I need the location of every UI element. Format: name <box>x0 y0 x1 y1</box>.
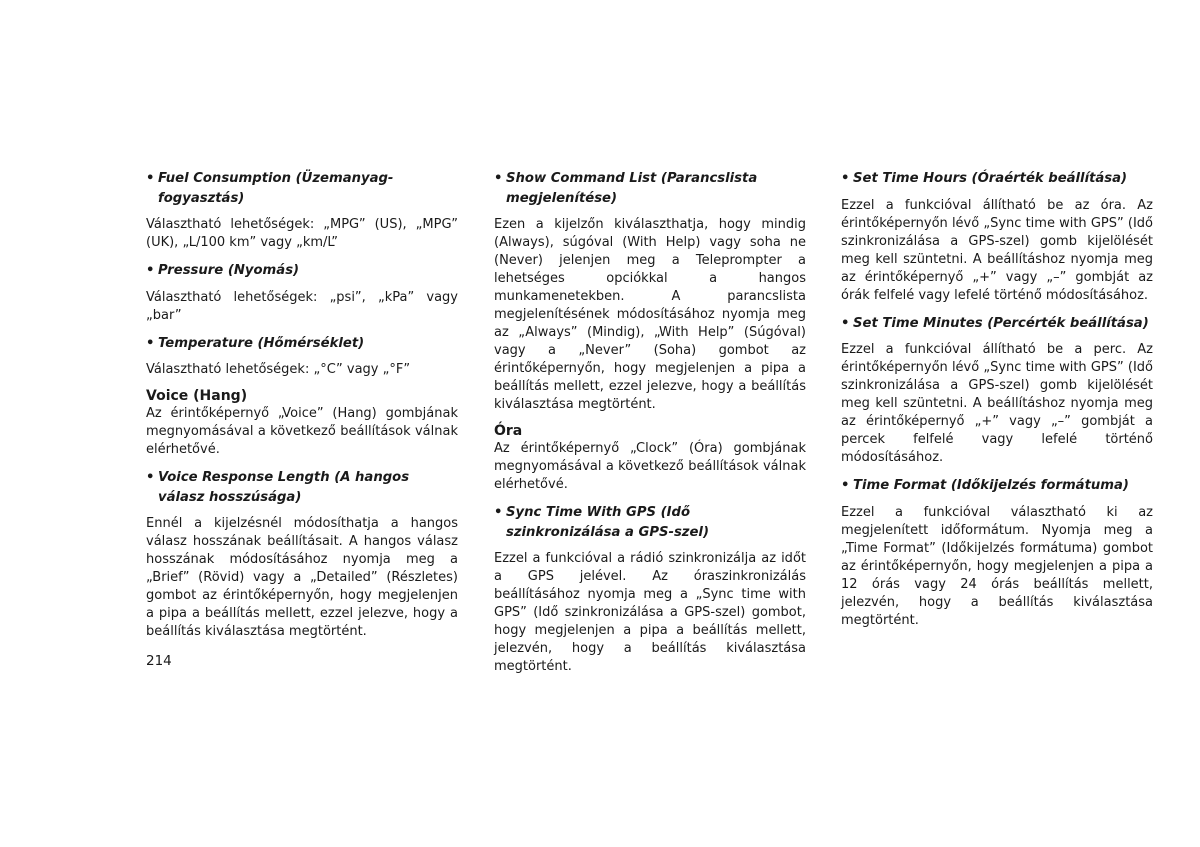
heading-clock: Óra <box>494 423 523 439</box>
bullet-sync-time-gps: • Sync Time With GPS (Idő szinkronizálása a GPS-szel) <box>494 503 806 542</box>
paragraph-show-command-list: Ezen a kijelzőn kiválaszthatja, hogy mindig (Always), súgóval (With Help) vagy soha ne (Never) jelenjen meg a Teleprompter a lehetséges opciókkal a hangos munkamenetekben. A parancslista megjelenítésének módosításához nyomja meg az „Always” (Mindig), „With Help” (Súgóval) vagy a „Never” (Soha) gombot az érintőképernyőn, hogy megjelenjen a pipa a beállítás mellett, ezzel jelezve, hogy a beállítás kiválasztása megtörtént. <box>494 217 806 412</box>
text-column-right <box>841 169 1153 639</box>
paragraph-temperature-options: Választható lehetőségek: „°C” vagy „°F” <box>146 362 411 377</box>
page-number: 214 <box>146 653 172 669</box>
text-column-left <box>146 169 458 650</box>
bullet-set-time-minutes: • Set Time Minutes (Percérték beállítása) <box>841 314 1153 334</box>
paragraph-sync-time-gps: Ezzel a funkcióval a rádió szinkronizálja az időt a GPS jelével. Az óraszinkronizálás beállításához nyomja meg a „Sync time with GPS” (Idő szinkronizálása a GPS-szel) gombot, hogy megjelenjen a pipa a beállítás mellett, jelezvén, hogy a beállítás kiválasztása megtörtént. <box>494 551 806 674</box>
bullet-show-command-list: • Show Command List (Parancslista megjelenítése) <box>494 169 806 208</box>
text-column-middle <box>494 169 806 685</box>
paragraph-time-format: Ezzel a funkcióval választható ki az megjelenített időformátum. Nyomja meg a „Time Format” (Időkijelzés formátuma) gombot az érintőképernyőn, hogy megjelenjen a pipa a 12 órás vagy 24 órás beállítás mellett, jelezvén, hogy a beállítás kiválasztása megtörtént. <box>841 504 1153 628</box>
paragraph-fuel-options: Választható lehetőségek: „MPG” (US), „MPG” (UK), „L/100 km” vagy „km/L” <box>146 217 458 250</box>
bullet-time-format: • Time Format (Időkijelzés formátuma) <box>841 476 1153 496</box>
paragraph-voice-response-length: Ennél a kijelzésnél módosíthatja a hangos válasz hosszának beállításait. A hangos válasz hosszának módosításához nyomja meg a „Brief” (Rövid) vagy a „Detailed” (Részletes) gombot az érintőképernyőn, hogy megjelenjen a pipa a beállítás mellett, ezzel jelezve, hogy a beállítás kiválasztása megtörtént. <box>146 516 458 639</box>
bullet-fuel-consumption: • Fuel Consumption (Üzemanyag-fogyasztás) <box>146 169 458 208</box>
bullet-temperature: • Temperature (Hőmérséklet) <box>146 334 458 354</box>
bullet-pressure: • Pressure (Nyomás) <box>146 261 458 281</box>
bullet-set-time-hours: • Set Time Hours (Óraérték beállítása) <box>841 169 1153 189</box>
paragraph-set-time-hours: Ezzel a funkcióval állítható be az óra. Az érintőképernyőn lévő „Sync time with GPS” (Idő szinkronizálása a GPS-szel) gomb kijelölését meg kell szüntetni. A beállításhoz nyomja meg az érintőképernyő „+” vagy „–” gombját az órák felfelé vagy lefelé történő módosításához. <box>841 197 1153 303</box>
paragraph-set-time-minutes: Ezzel a funkcióval állítható be a perc. Az érintőképernyőn lévő „Sync time with GPS” (Idő szinkronizálása a GPS-szel) gomb kijelölését meg kell szüntetni. A beállításhoz nyomja meg az érintőképernyő „+” vagy „–” gombját a percek felfelé vagy lefelé történő módosításához. <box>841 342 1153 465</box>
paragraph-voice-intro: Az érintőképernyő „Voice” (Hang) gombjának megnyomásával a következő beállítások válnak elérhetővé. <box>146 406 458 457</box>
paragraph-clock-intro: Az érintőképernyő „Clock” (Óra) gombjának megnyomásával a következő beállítások válnak elérhetővé. <box>494 441 806 492</box>
heading-voice: Voice (Hang) <box>146 388 248 404</box>
bullet-voice-response-length: • Voice Response Length (A hangos válasz hosszúsága) <box>146 468 458 507</box>
paragraph-pressure-options: Választható lehetőségek: „psi”, „kPa” vagy „bar” <box>146 289 458 323</box>
